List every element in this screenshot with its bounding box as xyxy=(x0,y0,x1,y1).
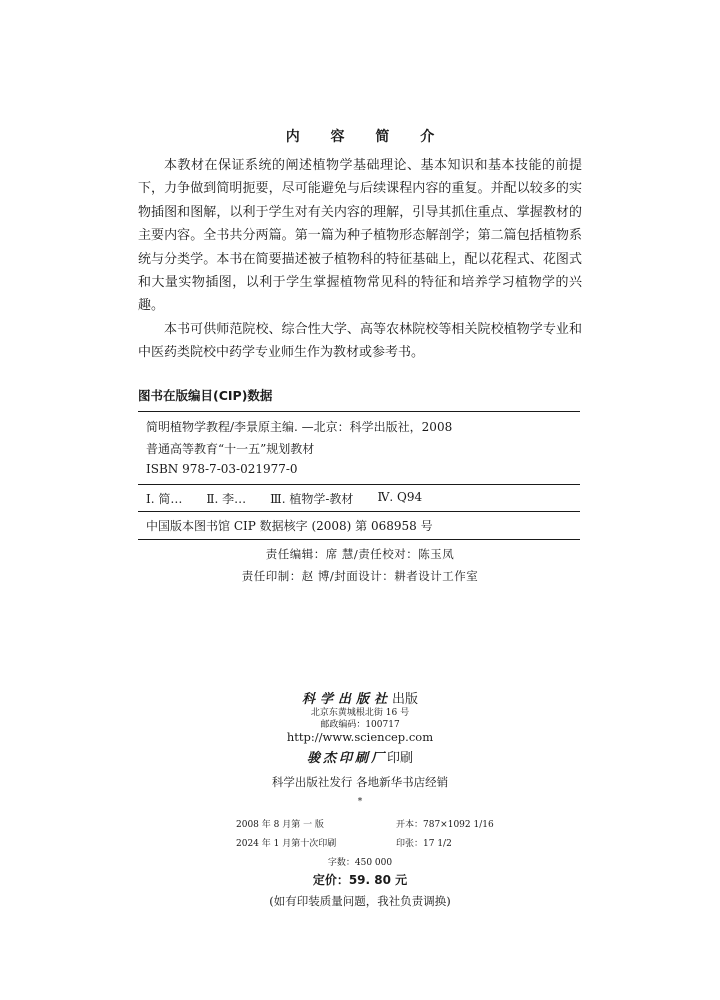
cip-heading: 图书在版编目(CIP)数据 xyxy=(138,388,273,403)
cip-record: 中国版本图书馆 CIP 数据核字 (2008) 第 068958 号 xyxy=(146,519,433,533)
intro-paragraph: 本书可供师范院校、综合性大学、高等农林院校等相关院校植物学专业和中医药类院校中药学专业师生作为教材或参考书。 xyxy=(138,321,582,361)
cip-class-item: Ⅲ. 植物学-教材 xyxy=(270,492,354,506)
quality-note: (如有印装质量问题，我社负责调换) xyxy=(269,894,451,908)
intro-body xyxy=(138,154,582,365)
printing-info: 2024 年 1 月第十次印刷 xyxy=(236,839,337,849)
publisher-address: 北京东黄城根北街 16 号 xyxy=(310,708,410,718)
cip-top-rule xyxy=(138,411,580,412)
edition-info: 2008 年 8 月第 一 版 xyxy=(236,820,324,830)
cip-rule xyxy=(138,511,580,512)
separator-star: * xyxy=(357,797,363,807)
cip-classification xyxy=(146,490,422,507)
distribution-line: 科学出版社发行 各地新华书店经销 xyxy=(271,775,449,789)
publisher-name: 科学出版社 xyxy=(301,692,392,707)
publisher-url: http://www.sciencep.com xyxy=(286,730,434,744)
publisher-suffix: 出版 xyxy=(392,692,419,707)
cip-series-line: 普通高等教育“十一五”规划教材 xyxy=(146,442,315,456)
printer-suffix: 印刷 xyxy=(387,751,414,766)
cip-title-line: 简明植物学教程/李景原主编. —北京：科学出版社，2008 xyxy=(146,420,453,434)
cip-class-item: Ⅰ. 简… xyxy=(146,492,183,506)
printer-line xyxy=(0,747,720,766)
cip-rule xyxy=(138,484,580,485)
price: 定价：59. 80 元 xyxy=(312,873,408,887)
staff-line-editors: 责任编辑：席 慧/责任校对：陈玉凤 xyxy=(265,547,455,561)
word-count: 字数：450 000 xyxy=(327,858,393,868)
cip-class-item: Ⅳ. Q94 xyxy=(377,490,423,504)
publisher-postcode: 邮政编码：100717 xyxy=(320,720,400,730)
format-info: 开本：787×1092 1/16 xyxy=(396,820,494,830)
cip-isbn: ISBN 978-7-03-021977-0 xyxy=(146,462,298,476)
cip-class-item: Ⅱ. 李… xyxy=(206,492,247,506)
printer-name: 骏杰印刷厂 xyxy=(306,751,387,766)
intro-title: 内 容 简 介 xyxy=(285,129,448,145)
intro-paragraph: 本教材在保证系统的阐述植物学基础理论、基本知识和基本技能的前提下，力争做到简明扼要，尽可能避免与后续课程内容的重复。并配以较多的实物插图和图解，以利于学生对有关内容的理解，引导其抓住重点、掌握教材的主要内容。全书共分两篇。第一篇为种子植物形态解剖学；第二篇包括植物系统与分类学。本书在简要描述被子植物科的特征基础上，配以花程式、花图式和大量实物插图，以利于学生掌握植物常见科的特征和培养学习植物学的兴趣。 xyxy=(138,158,582,314)
staff-line-production: 责任印制：赵 博/封面设计：耕者设计工作室 xyxy=(241,569,479,583)
sheets-info: 印张：17 1/2 xyxy=(396,839,452,849)
cip-bottom-rule xyxy=(138,539,580,540)
